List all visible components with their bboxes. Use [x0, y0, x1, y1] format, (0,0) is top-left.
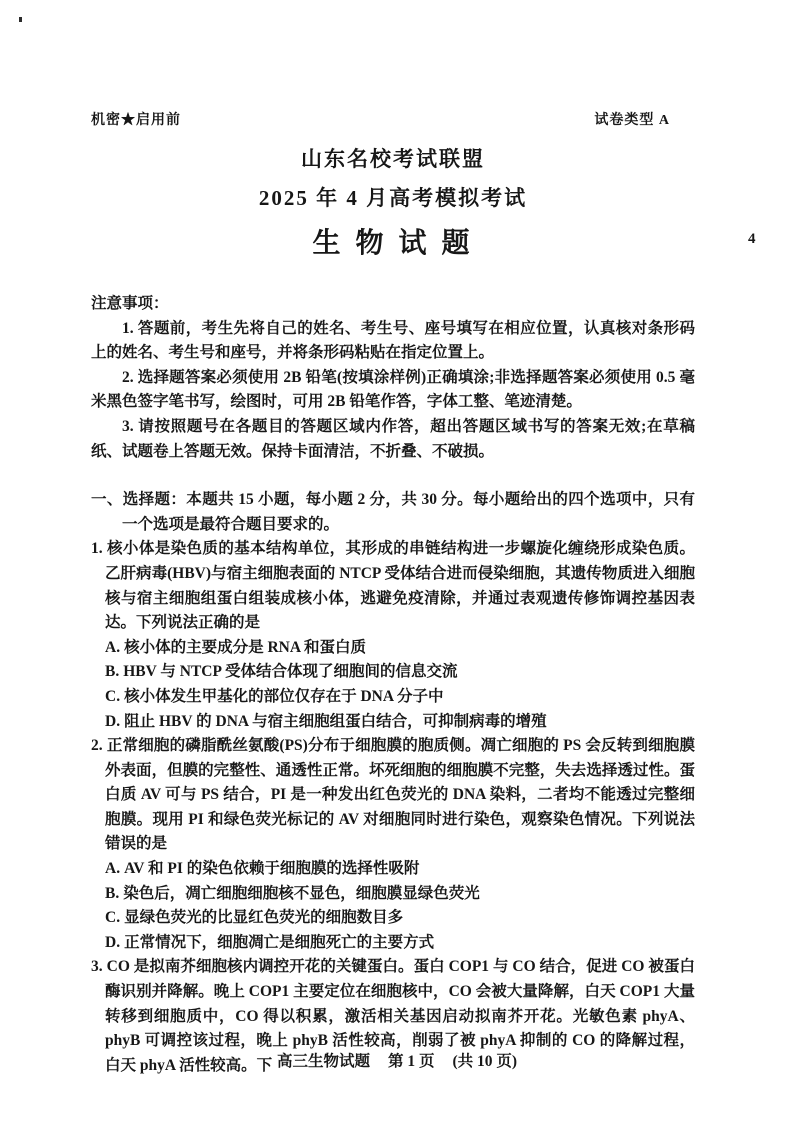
option-c-label: C. — [105, 687, 121, 705]
scan-artifact-dot — [19, 17, 22, 22]
question-1 — [91, 537, 695, 734]
exam-body — [91, 292, 695, 1078]
question-1-option-c — [105, 685, 695, 710]
option-a-text: 核小体的主要成分是 RNA 和蛋白质 — [124, 638, 367, 656]
option-a-label: A. — [105, 860, 121, 878]
header-row — [91, 112, 695, 130]
margin-page-number: 4 — [748, 231, 756, 247]
question-2-number: 2. — [91, 737, 103, 755]
question-1-option-d — [105, 710, 695, 735]
question-1-stem — [91, 537, 695, 635]
question-1-option-b — [105, 660, 695, 685]
option-a-text: AV 和 PI 的染色依赖于细胞膜的选择性吸附 — [124, 860, 420, 878]
notice-item-1: 1. 答题前，考生先将自己的姓名、考生号、座号填写在相应位置，认真核对条形码上的姓名、考生号和座号，并将条形码粘贴在指定位置上。 — [91, 319, 695, 362]
notice-item-2: 2. 选择题答案必须使用 2B 铅笔(按填涂样例)正确填涂;非选择题答案必须使用 0.5 毫米黑色签字笔书写，绘图时，可用 2B 铅笔作答，字体工整、笔迹清楚。 — [91, 368, 695, 411]
option-b-text: HBV 与 NTCP 受体结合体现了细胞间的信息交流 — [123, 663, 458, 681]
question-2-option-b — [105, 882, 695, 907]
notice-heading: 注意事项： — [91, 295, 169, 312]
page-footer — [0, 1049, 794, 1074]
question-3-stem-text: CO 是拟南芥细胞核内调控开花的关键蛋白。蛋白 COP1 与 CO 结合，促进 CO 被蛋白酶识别并降解。晚上 COP1 主要定位在细胞核中，CO 会被大量降解，白天 COP1 大量转移到细胞质中，CO 得以积累，激活相关基因启动拟南芥开花。光敏色素 phyA、phyB 可调控该过程，晚上 phyB 活性较高，削弱了被 phyA 抑制的 CO 的降解过程，白天 phyA 活性较高。下 — [105, 958, 695, 1074]
option-d-label: D. — [105, 933, 121, 951]
option-b-label: B. — [105, 663, 120, 681]
option-b-text: 染色后，凋亡细胞细胞核不显色，细胞膜显绿色荧光 — [123, 884, 480, 902]
notice-section — [91, 292, 695, 464]
option-d-text: 正常情况下，细胞凋亡是细胞死亡的主要方式 — [124, 933, 435, 951]
option-c-label: C. — [105, 909, 121, 927]
footer-page-number: 第 1 页 — [387, 1053, 435, 1070]
paper-type-label: 试卷类型 A — [594, 113, 670, 128]
notice-item-3: 3. 请按照题号在各题目的答题区域内作答，超出答题区域书写的答案无效;在草稿纸、试题卷上答题无效。保持卡面清洁，不折叠、不破损。 — [91, 417, 695, 460]
option-d-label: D. — [105, 712, 121, 730]
question-2-option-d — [105, 931, 695, 956]
question-2-stem — [91, 734, 695, 857]
subject-title: 生 物 试 题 — [312, 228, 474, 259]
exam-organization-title: 山东名校考试联盟 — [301, 147, 485, 171]
question-1-number: 1. — [91, 540, 103, 558]
security-classification-label: 机密★启用前 — [91, 113, 181, 128]
question-2-stem-text: 正常细胞的磷脂酰丝氨酸(PS)分布于细胞膜的胞质侧。凋亡细胞的 PS 会反转到细胞膜外表面，但膜的完整性、通透性正常。坏死细胞的细胞膜不完整，失去选择透过性。蛋白质 AV 可与 PS 结合，PI 是一种发出红色荧光的 DNA 染料，二者均不能透过完整细胞膜。现用 PI 和绿色荧光标记的 AV 对细胞同时进行染色，观察染色情况。下列说法错误的是 — [105, 737, 695, 853]
footer-paper-name: 高三生物试题 — [276, 1053, 370, 1070]
section-heading: 一、选择题：本题共 15 小题，每小题 2 分，共 30 分。每小题给出的四个选项中，只有一个选项是最符合题目要求的。 — [91, 491, 695, 533]
option-c-text: 核小体发生甲基化的部位仅存在于 DNA 分子中 — [124, 687, 444, 705]
question-2-option-c — [105, 906, 695, 931]
exam-session-title: 2025 年 4 月高考模拟考试 — [258, 186, 528, 210]
option-c-text: 显绿色荧光的比显红色荧光的细胞数目多 — [124, 909, 404, 927]
option-a-label: A. — [105, 638, 121, 656]
option-d-text: 阻止 HBV 的 DNA 与宿主细胞组蛋白结合，可抑制病毒的增殖 — [124, 712, 547, 730]
footer-total-pages: (共 10 页) — [452, 1053, 518, 1070]
question-1-option-a — [105, 636, 695, 661]
option-b-label: B. — [105, 884, 120, 902]
question-3-number: 3. — [91, 958, 103, 976]
question-2 — [91, 734, 695, 955]
question-1-stem-text: 核小体是染色质的基本结构单位，其形成的串链结构进一步螺旋化缠绕形成染色质。乙肝病毒(HBV)与宿主细胞表面的 NTCP 受体结合进而侵染细胞，其遗传物质进入细胞核与宿主细胞组蛋白组装成核小体，逃避免疫清除，并通过表观遗传修饰调控基因表达。下列说法正确的是 — [105, 540, 695, 632]
question-2-option-a — [105, 857, 695, 882]
